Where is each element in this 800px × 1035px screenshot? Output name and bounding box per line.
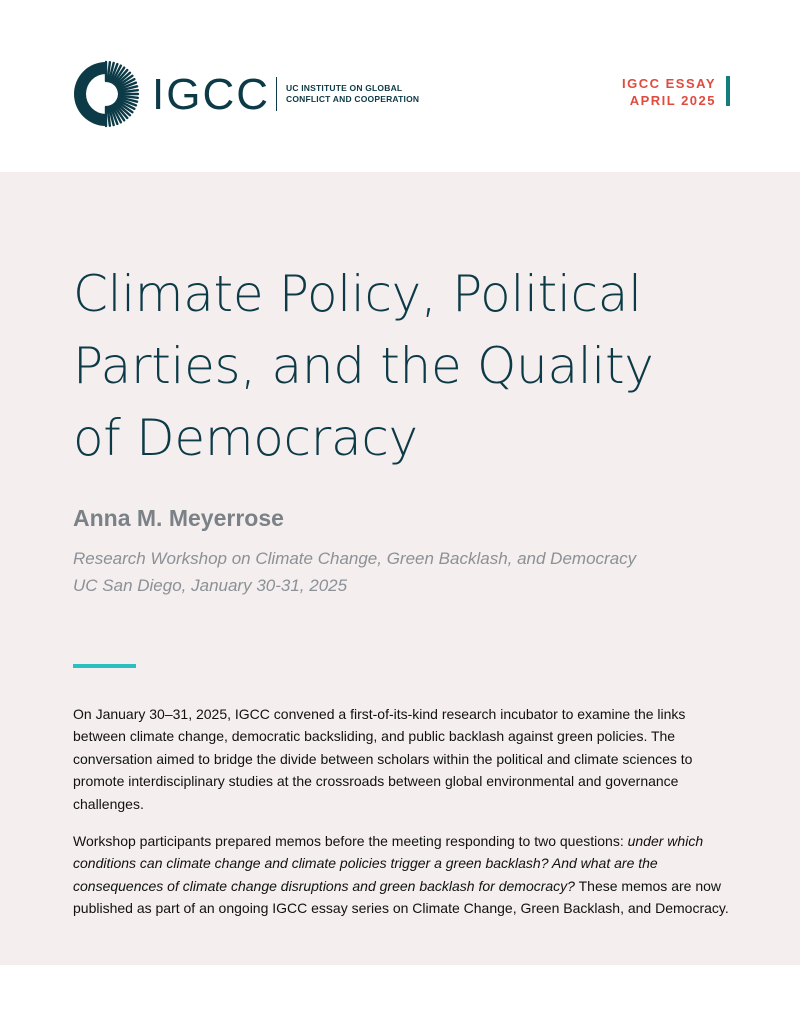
event-location-date: UC San Diego, January 30-31, 2025 (73, 576, 348, 595)
essay-tag (622, 75, 716, 109)
institute-name (286, 83, 419, 105)
essay-accent-bar (726, 76, 730, 106)
event-info (73, 545, 636, 599)
page-title (73, 258, 733, 474)
event-title: Research Workshop on Climate Change, Green Backlash, and Democracy (73, 549, 637, 568)
workshop-paragraph (73, 830, 733, 920)
essay-label: IGCC ESSAY (622, 76, 716, 91)
title-line: Climate Policy, Political (73, 265, 642, 323)
title-line: of Democracy (73, 409, 418, 467)
workshop-paragraph-lead: Workshop participants prepared memos before the meeting responding to two questions: (73, 833, 628, 849)
intro-paragraph: On January 30–31, 2025, IGCC convened a first-of-its-kind research incubator to examine the links between climate change, democratic backsliding, and public backlash against green policies. The conversation aimed to bridge the divide between scholars within the political and climate sciences to promote interdisciplinary studies at the crossroads between global environmental and governance challenges. (73, 706, 693, 812)
institute-line-2: CONFLICT AND COOPERATION (286, 94, 420, 104)
logo-divider (276, 77, 277, 111)
logo-crescent (74, 62, 106, 126)
logo-wordmark: IGCC (152, 70, 270, 119)
accent-rule (73, 664, 136, 668)
essay-date: APRIL 2025 (629, 93, 716, 108)
igcc-logo-icon (72, 60, 140, 128)
page-header (0, 0, 800, 172)
workshop-questions: under which conditions can climate change and climate policies trigger a green backlash? And what are the consequences of climate change disruptions and green backlash for democracy? (73, 833, 704, 894)
title-line: Parties, and the Quality (73, 337, 654, 395)
author-name: Anna M. Meyerrose (73, 505, 284, 531)
institute-line-1: UC INSTITUTE ON GLOBAL (286, 83, 403, 93)
workshop-paragraph-tail: These memos are now published as part of an ongoing IGCC essay series on Climate Change, Green Backlash, and Democracy. (73, 877, 729, 917)
